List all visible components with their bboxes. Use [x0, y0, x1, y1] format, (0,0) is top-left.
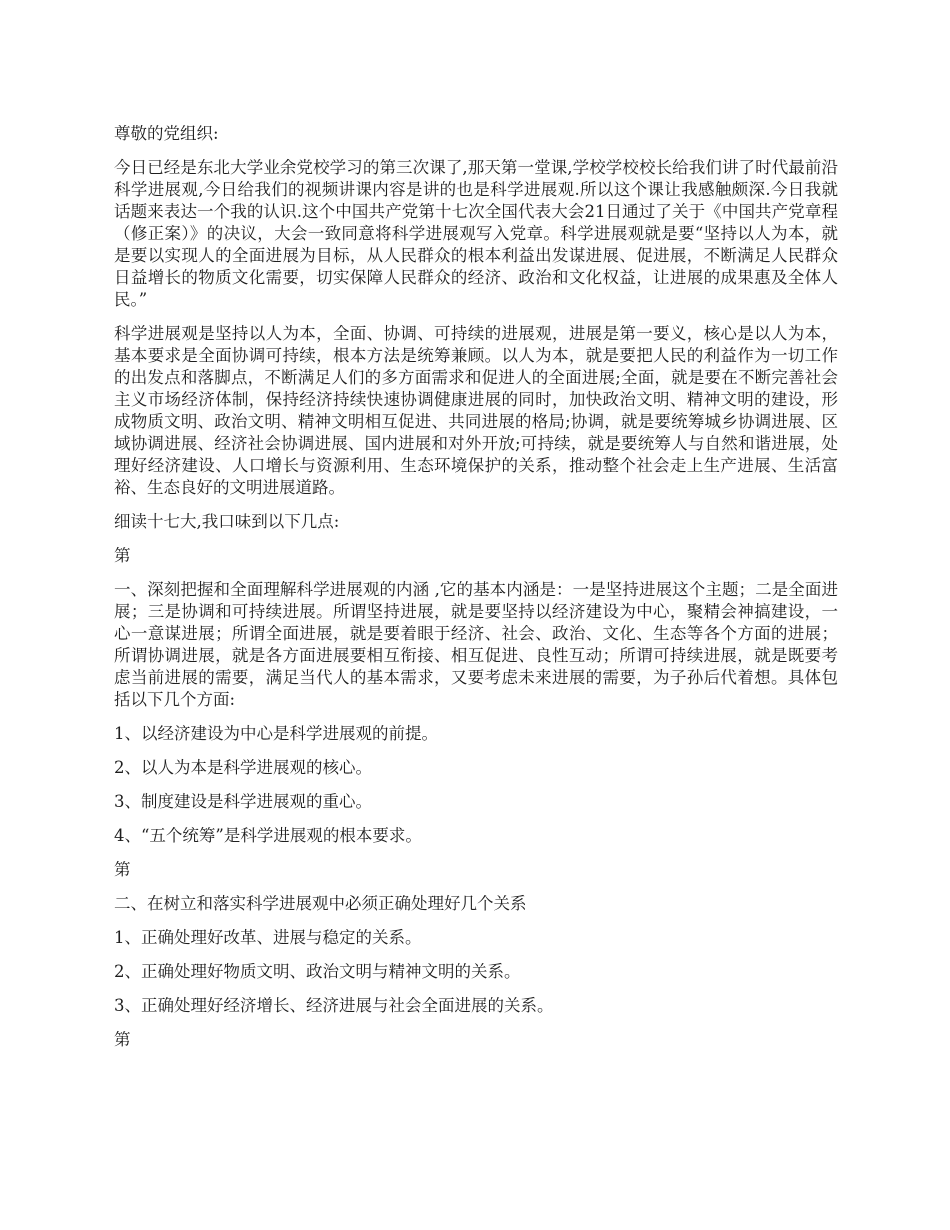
- salutation: 尊敬的党组织:: [114, 124, 219, 143]
- list-item: 4、“五个统筹”是科学进展观的根本要求。: [114, 826, 422, 845]
- list-item: 2、以人为本是科学进展观的核心。: [114, 758, 372, 777]
- body-paragraph: 今日已经是东北大学业余党校学习的第三次课了,那天第一堂课,学校学校校长给我们讲了时代最前沿科学进展观,今日给我们的视频讲课内容是讲的也是科学进展观.所以这个课让我感触颇深.今日我就话题来表达一个我的认识.这个中国共产党第十七次全国代表大会21日通过了关于《中国共产党章程（修正案）》的决议，大会一致同意将科学进展观写入党章。科学进展观就是要“坚持以人为本，就是要以实现人的全面进展为目标，从人民群众的根本利益出发谋进展、促进展，不断满足人民群众日益增长的物质文化需要，切实保障人民群众的经济、政治和文化权益，让进展的成果惠及全体人民。”: [114, 158, 838, 309]
- body-paragraph: 一、深刻把握和全面理解科学进展观的内涵 ,它的基本内涵是：一是坚持进展这个主题；二是全面进展；三是协调和可持续进展。所谓坚持进展，就是要坚持以经济建设为中心，聚精会神搞建设，一心一意谋进展；所谓全面进展，就是要着眼于经济、社会、政治、文化、生态等各个方面的进展；所谓协调进展，就是各方面进展要相互衔接、相互促进、良性互动；所谓可持续进展，就是既要考虑当前进展的需要，满足当代人的基本需求，又要考虑未来进展的需要，为子孙后代着想。具体包括以下几个方面:: [114, 580, 838, 709]
- list-item: 1、正确处理好改革、进展与稳定的关系。: [114, 928, 422, 947]
- list-item: 3、制度建设是科学进展观的重心。: [114, 792, 372, 811]
- document-page: [114, 123, 838, 1063]
- body-paragraph: 细读十七大,我口味到以下几点:: [114, 512, 340, 531]
- section-marker: 第: [114, 860, 131, 879]
- section-marker: 第: [114, 1030, 131, 1049]
- list-item: 2、正确处理好物质文明、政治文明与精神文明的关系。: [114, 962, 521, 981]
- body-paragraph: 科学进展观是坚持以人为本，全面、协调、可持续的进展观，进展是第一要义，核心是以人为本，基本要求是全面协调可持续，根本方法是统筹兼顾。以人为本，就是要把人民的利益作为一切工作的出发点和落脚点，不断满足人们的多方面需求和促进人的全面进展;全面，就是要在不断完善社会主义市场经济体制，保持经济持续快速协调健康进展的同时，加快政治文明、精神文明的建设，形成物质文明、政治文明、精神文明相互促进、共同进展的格局;协调，就是要统筹城乡协调进展、区域协调进展、经济社会协调进展、国内进展和对外开放;可持续，就是要统筹人与自然和谐进展，处理好经济建设、人口增长与资源利用、生态环境保护的关系，推动整个社会走上生产进展、生活富裕、生态良好的文明进展道路。: [114, 324, 838, 497]
- list-item: 3、正确处理好经济增长、经济进展与社会全面进展的关系。: [114, 996, 554, 1015]
- section-heading: 二、在树立和落实科学进展观中必须正确处理好几个关系: [114, 894, 527, 913]
- list-item: 1、以经济建设为中心是科学进展观的前提。: [114, 724, 438, 743]
- section-marker: 第: [114, 546, 131, 565]
